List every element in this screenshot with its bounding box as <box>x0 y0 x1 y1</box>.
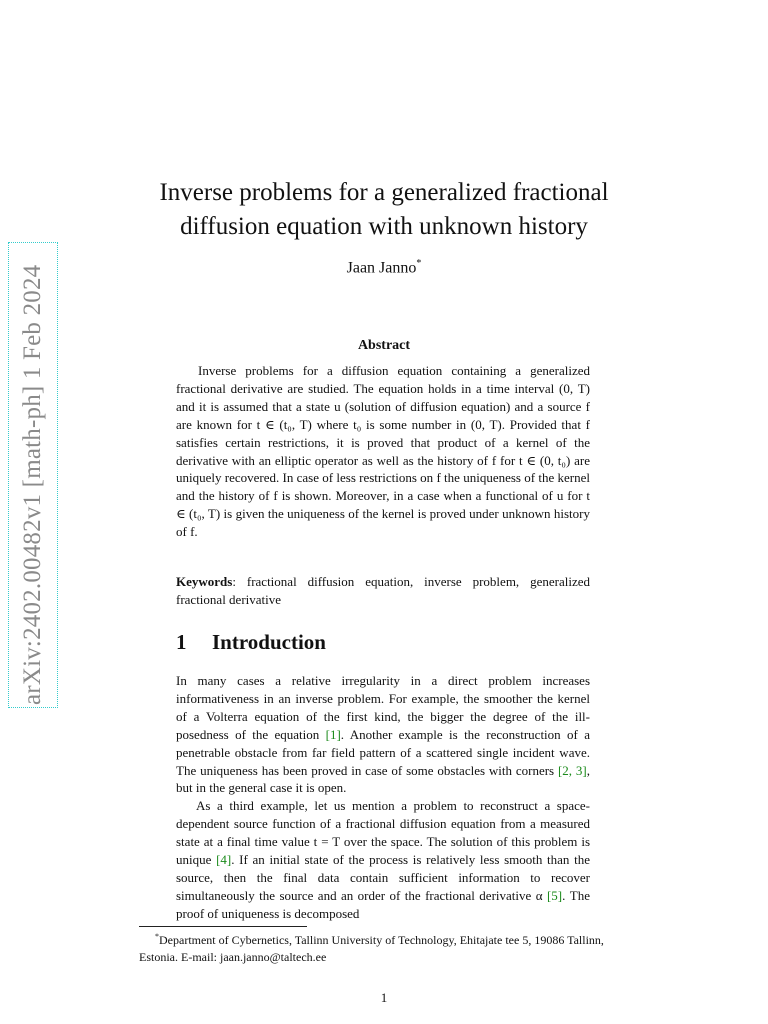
section-number: 1 <box>176 630 187 654</box>
intro-text: . If an initial state of the process is relatively less smooth than the source, then the final data contain sufficient information to recover simultaneously the source and an order of the fractional derivative α <box>176 852 590 903</box>
intro-paragraph <box>176 672 590 797</box>
keywords-label: Keywords <box>176 574 233 589</box>
footnote <box>139 928 629 966</box>
abstract-text: Inverse problems for a diffusion equation containing a generalized fractional derivative are studied. The equation holds in a time interval (0, T) and it is assumed that a state u (solution of diffusion equation) and a source f are known for t ∈ (t₀, T) where t₀ is some number in (0, T). Provided that f satisfies certain restrictions, it is proved that product of a kernel of the derivative with an elliptic operator as well as the history of f for t ∈ (0, t₀) are uniquely recovered. In case of less restrictions on f the uniqueness of the kernel and the history of f is shown. Moreover, in a case when a functional of u for t ∈ (t₀, T) is given the uniqueness of the kernel is proved under unknown history of f. <box>176 363 590 540</box>
section-heading <box>176 630 326 655</box>
footnote-rule <box>139 926 307 927</box>
footnote-text: Department of Cybernetics, Tallinn University of Technology, Ehitajate tee 5, 19086 Tallinn, Estonia. E-mail: jaan.janno@taltech.ee <box>139 933 604 964</box>
keywords-text: : fractional diffusion equation, inverse problem, generalized fractional derivative <box>176 574 590 607</box>
author-name: Jaan Janno <box>346 259 417 277</box>
arxiv-identifier[interactable]: arXiv:2402.00482v1 [math-ph] 1 Feb 2024 <box>19 264 46 705</box>
citation-link[interactable]: [2, 3] <box>557 762 587 778</box>
citation-link[interactable]: [1] <box>325 726 341 742</box>
section-title: Introduction <box>212 630 326 654</box>
intro-text: , but in the general case it is open. <box>176 762 590 796</box>
intro-text: . Another example is the reconstruction of a penetrable obstacle from far field pattern of a scattered single incident wave. The uniqueness has been proved in case of some obstacles with corners <box>176 726 590 778</box>
intro-text: As a third example, let us mention a problem to reconstruct a space-dependent source function of a fractional diffusion equation from a measured state at a final time value t = T over the space. The solution of this problem is unique <box>176 798 590 868</box>
page-number: 1 <box>380 990 388 1005</box>
title-line-1: Inverse problems for a generalized fractional <box>159 179 609 206</box>
abstract-heading: Abstract <box>357 338 411 353</box>
citation-link[interactable]: [4] <box>216 852 232 868</box>
keywords <box>176 573 590 609</box>
footnote-mark: * <box>155 932 159 941</box>
intro-text: . The proof of uniqueness is decomposed <box>176 887 590 921</box>
arxiv-stamp[interactable] <box>8 242 58 708</box>
title-line-2: diffusion equation with unknown history <box>180 213 588 240</box>
intro-paragraph <box>176 797 590 922</box>
intro-text: In many cases a relative irregularity in a direct problem increases informativeness in an inverse problem. For example, the smoother the kernel of a Volterra equation of the first kind, the bigger the degree of the ill-posedness of the equation <box>176 673 590 742</box>
citation-link[interactable]: [5] <box>546 887 563 903</box>
author-footnote-mark[interactable]: * <box>416 258 422 269</box>
paper-title <box>100 176 668 244</box>
intro-body <box>176 672 590 923</box>
author <box>100 258 668 277</box>
